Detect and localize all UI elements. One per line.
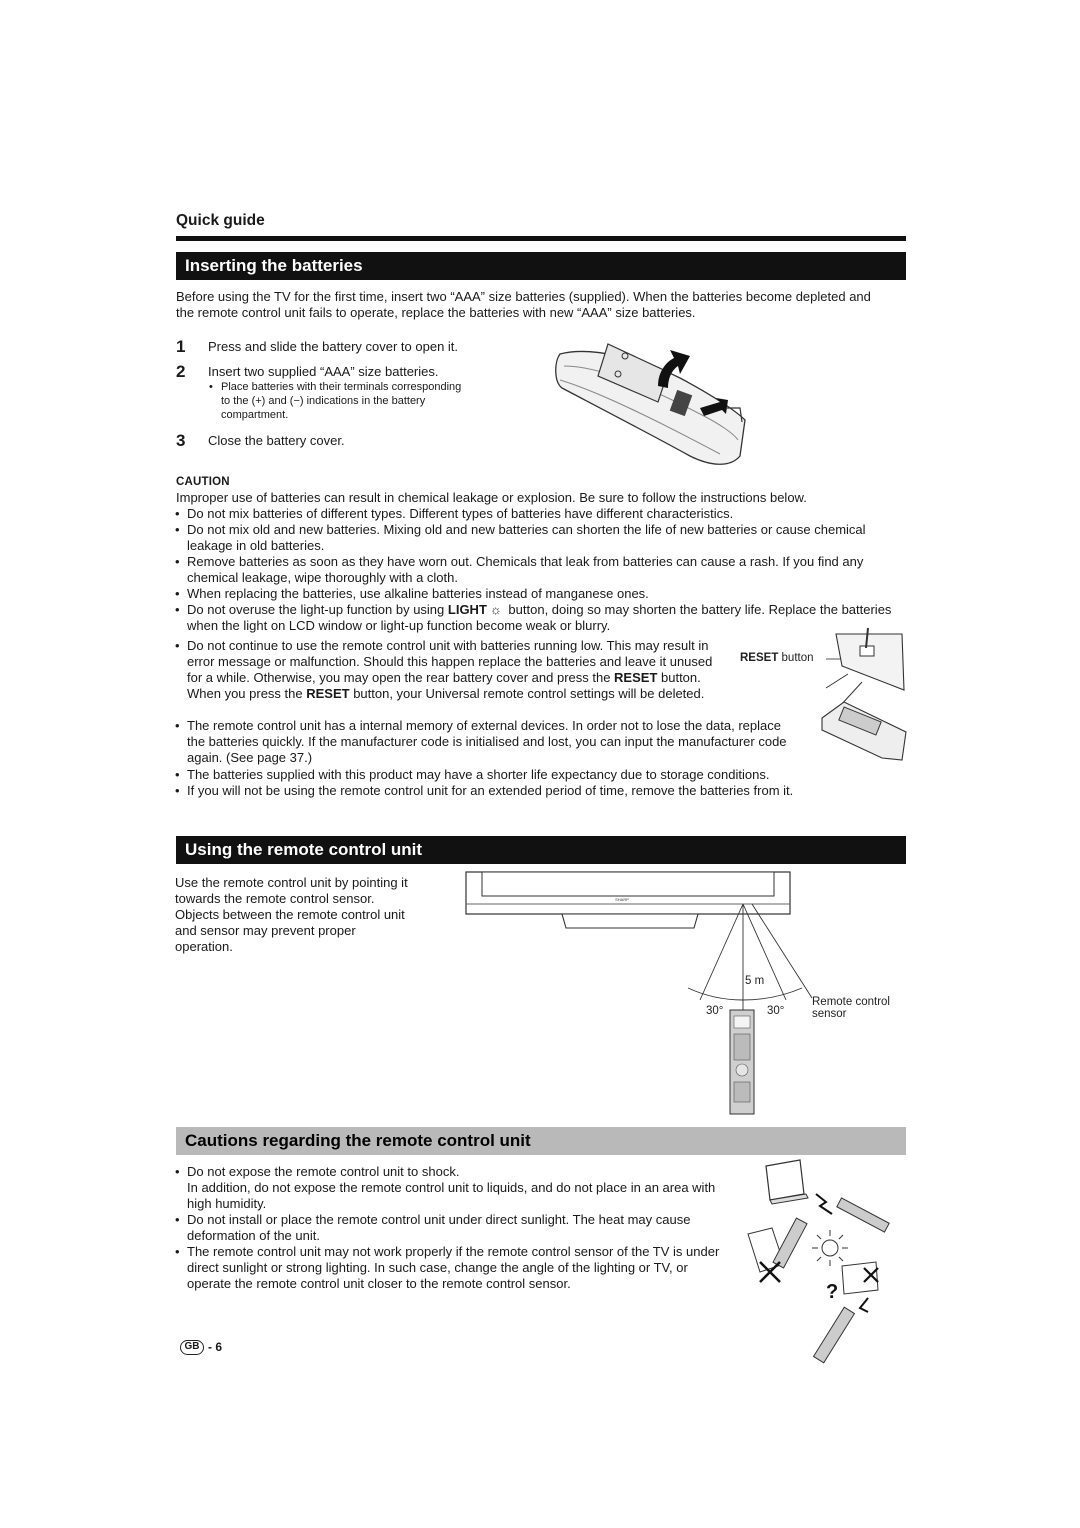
caution-item-8: • The batteries supplied with this product may have a shorter life expectancy due to storage conditions. [174, 767, 894, 783]
reset-button-label-2: RESET [306, 686, 350, 701]
distance-label: 5 m [745, 975, 765, 987]
caution-liquid-text: In addition, do not expose the remote control unit to liquids, and do not place in an area with high humidity. [187, 1180, 716, 1211]
step-text-1: Press and slide the battery cover to open it. [208, 339, 459, 354]
reset-callout-bold: RESET [740, 652, 779, 664]
caution-list-bottom [174, 767, 894, 799]
step-2-note: • Place batteries with their terminals corresponding to the (+) and (−) indications in the battery compartment. [209, 380, 519, 422]
light-icon: ☼ [489, 602, 502, 617]
sun-icon [822, 1240, 838, 1256]
caution-item-6-part-3: button, your Universal remote control settings will be deleted. [349, 686, 705, 701]
caution-list-middle [174, 638, 722, 702]
step-text-3: Close the battery cover. [208, 433, 345, 448]
step-text-2: Insert two supplied “AAA” size batteries. [208, 364, 439, 379]
caution-item-3: • Remove batteries as soon as they have worn out. Chemicals that leak from batteries can cause a rash. If you find any chemical leakage, wipe thoroughly with a cloth. [174, 554, 894, 586]
light-button-label: LIGHT [447, 602, 487, 617]
sensor-label-line-2: sensor [812, 1008, 847, 1020]
reset-callout-text: button [778, 652, 814, 664]
battery-cover-illustration [550, 336, 750, 471]
tv-brand-logo: SHARP [615, 897, 629, 902]
page-number: - 6 [208, 1340, 223, 1354]
reset-button-label-1: RESET [614, 670, 658, 685]
step-2-note-line-1: Place batteries with their terminals corresponding [221, 381, 462, 393]
sensor-label [812, 996, 890, 1020]
caution-item-6 [174, 638, 722, 702]
sensor-label-line-1: Remote control [812, 996, 890, 1008]
caution-item-5-part-1: Do not overuse the light-up function by using [187, 602, 448, 617]
section-label: Quick guide [176, 212, 265, 229]
tv-icon [766, 1160, 804, 1200]
caution-sunlight: • Do not install or place the remote control unit under direct sunlight. The heat may cause deformation of the unit. [174, 1212, 730, 1244]
section-title-cautions: Cautions regarding the remote control unit [176, 1127, 906, 1155]
reset-button-illustration [818, 626, 910, 766]
remote-range-diagram [462, 870, 906, 1120]
step-2-note-line-3: compartment. [221, 409, 289, 421]
caution-shock [174, 1164, 730, 1212]
caution-list-top [174, 506, 894, 634]
caution-item-2: • Do not mix old and new batteries. Mixing old and new batteries can shorten the life of new batteries or cause chemical leakage in old batteries. [174, 522, 894, 554]
caution-sensor: • The remote control unit may not work properly if the remote control sensor of the TV is under direct sunlight or strong lighting. In such case, change the angle of the lighting or TV, or operate the remote control unit closer to the remote control sensor. [174, 1244, 730, 1292]
caution-item-9: • If you will not be using the remote control unit for an extended period of time, remove the batteries from it. [174, 783, 894, 799]
tv-screen [482, 872, 774, 896]
section-title-using-remote: Using the remote control unit [176, 836, 906, 864]
using-remote-text: Use the remote control unit by pointing it towards the remote control sensor. Objects between the remote control unit and sensor may prevent proper operation. [175, 875, 408, 954]
caution-item-6-part-2: button. When you press the [187, 670, 701, 701]
section-title-inserting-batteries: Inserting the batteries [176, 252, 906, 280]
left-angle-label: 30° [706, 1005, 724, 1017]
right-angle-label: 30° [767, 1005, 785, 1017]
caution-item-6-part-1: Do not continue to use the remote control unit with batteries running low. This may result in error message or malfunction. Should this happen replace the batteries and leave it unused for a while. Otherwise, you may open the rear battery cover and press the [187, 638, 713, 685]
cautions-list [174, 1164, 730, 1292]
caution-item-5-part-2: button, doing so may shorten the battery life. Replace the batteries when the light on LCD window or light-up function become weak or blurry. [187, 602, 892, 633]
caution-heading: CAUTION [176, 476, 230, 488]
question-mark-icon: ? [826, 1281, 839, 1303]
intro-paragraph: Before using the TV for the first time, insert two “AAA” size batteries (supplied). When the batteries become depleted and the remote control unit fails to operate, replace the batteries with new “AAA” size batteries. [176, 289, 871, 320]
cautions-illustration [736, 1158, 908, 1366]
shock-bolt-icon [816, 1194, 832, 1214]
tv-stand [562, 914, 698, 928]
step-number-1: 1 [176, 337, 186, 356]
header-rule [176, 236, 906, 241]
caution-intro: Improper use of batteries can result in chemical leakage or explosion. Be sure to follow the instructions below. [176, 490, 807, 505]
caution-shock-text: Do not expose the remote control unit to shock. [187, 1164, 460, 1179]
reset-button-callout [740, 652, 814, 664]
caution-item-1: • Do not mix batteries of different types. Different types of batteries have different characteristics. [174, 506, 894, 522]
step-number-2: 2 [176, 362, 186, 381]
caution-list-memory [174, 718, 794, 766]
caution-item-4: • When replacing the batteries, use alkaline batteries instead of manganese ones. [174, 586, 894, 602]
region-badge: GB [180, 1340, 204, 1355]
caution-item-5 [174, 602, 894, 634]
step-number-3: 3 [176, 431, 186, 450]
caution-item-7: • The remote control unit has a internal memory of external devices. In order not to lose the data, replace the batteries quickly. If the manufacturer code is initialised and lost, you can input the manufacturer code again. (See page 37.) [174, 718, 794, 766]
step-2-note-line-2: to the (+) and (−) indications in the battery [221, 395, 426, 407]
